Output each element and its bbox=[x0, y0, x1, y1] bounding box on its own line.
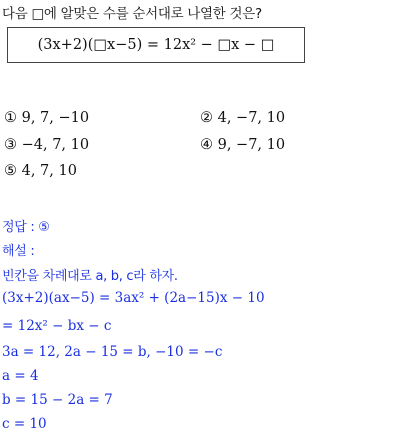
solution-step-2: = 12x² − bx − c bbox=[2, 318, 112, 334]
equation-box bbox=[7, 27, 305, 63]
choice-1: ① 9, 7, −10 bbox=[4, 110, 90, 126]
solution-step-6: c = 10 bbox=[2, 416, 47, 432]
solution-step-5: b = 15 − 2a = 7 bbox=[2, 392, 113, 408]
explanation-heading: 해설 : bbox=[2, 244, 35, 259]
answer-line: 정답 : ⑤ bbox=[2, 220, 50, 235]
solution-step-4: a = 4 bbox=[2, 368, 39, 384]
choice-4: ④ 9, −7, 10 bbox=[200, 137, 286, 153]
choice-5: ⑤ 4, 7, 10 bbox=[4, 163, 77, 179]
solution-step-3: 3a = 12, 2a − 15 = b, −10 = −c bbox=[2, 344, 223, 360]
choice-2: ② 4, −7, 10 bbox=[200, 110, 286, 126]
choice-3: ③ −4, 7, 10 bbox=[4, 137, 90, 153]
question-text: 다음 □에 알맞은 수를 순서대로 나열한 것은? bbox=[2, 6, 262, 22]
solution-step-1: (3x+2)(ax−5) = 3ax² + (2a−15)x − 10 bbox=[2, 290, 265, 306]
equation: (3x+2)(□x−5) = 12x² − □x − □ bbox=[37, 37, 275, 53]
explanation-intro: 빈칸을 차례대로 a, b, c라 하자. bbox=[2, 269, 178, 284]
